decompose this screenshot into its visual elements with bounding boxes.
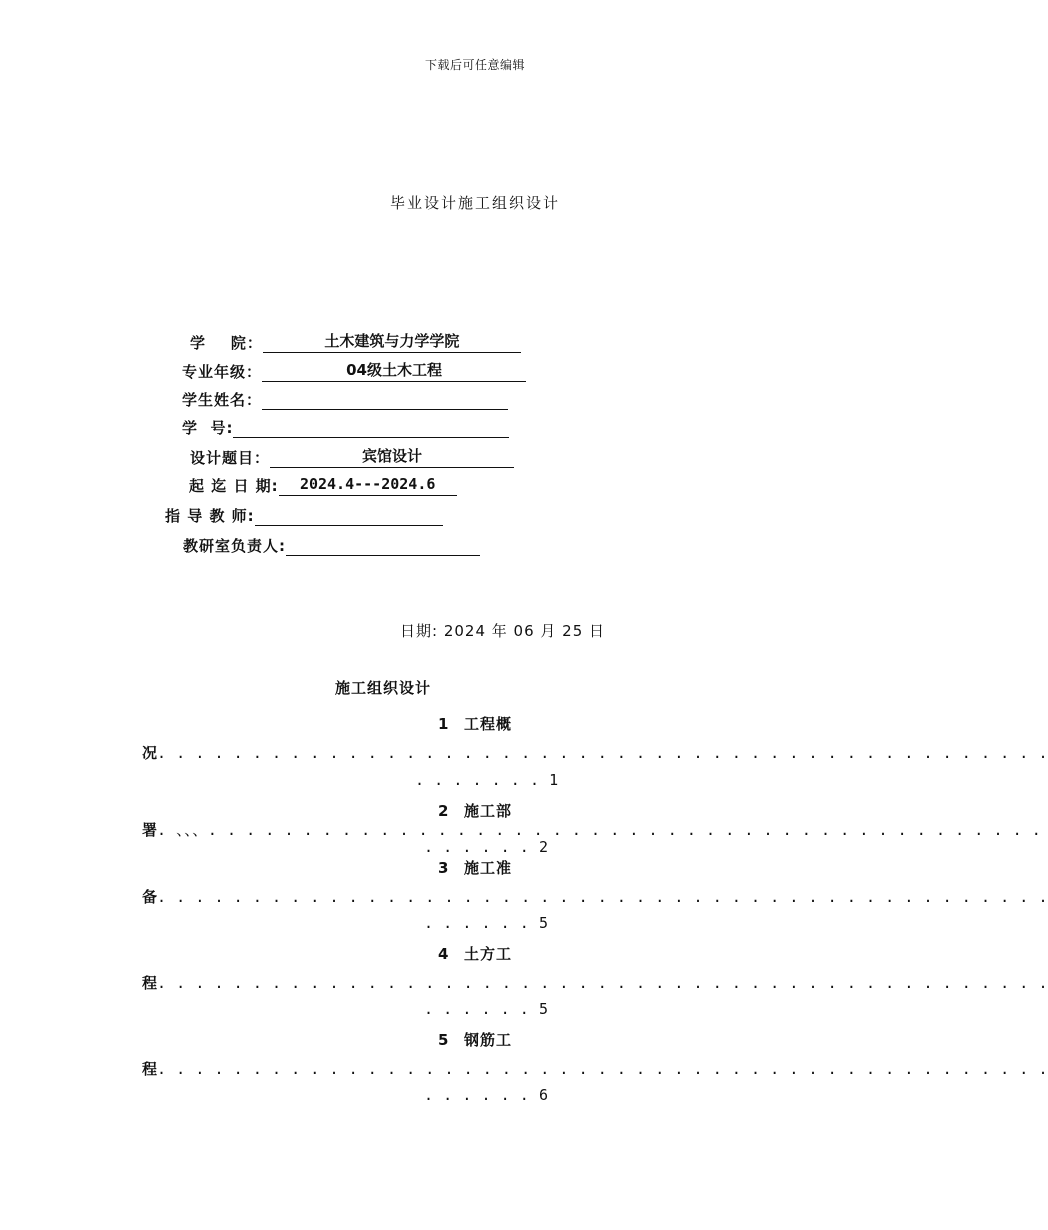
document-title: 毕业设计施工组织设计 — [389, 194, 560, 212]
toc-page-number: . . . . . . 5 — [424, 914, 549, 932]
field-office-head — [183, 535, 480, 556]
toc-item-page — [424, 838, 549, 856]
toc-item-lead — [142, 1058, 1048, 1079]
toc-item-heading — [438, 943, 512, 964]
field-student-name — [182, 389, 508, 410]
toc-item-page — [424, 914, 549, 932]
field-label: 教研室负责人: — [183, 537, 286, 555]
toc-item-title: 钢筋工 — [464, 1031, 513, 1049]
toc-item-lead — [142, 742, 1048, 763]
field-label: 专业年级： — [182, 363, 263, 381]
field-date-range — [189, 475, 457, 496]
field-value — [262, 389, 508, 410]
field-label: 设计题目： — [190, 449, 271, 467]
page-header: 下载后可任意编辑 — [424, 58, 525, 72]
toc-item-heading — [438, 713, 512, 734]
field-college — [190, 332, 521, 353]
toc-page-number: . . . . . . 6 — [424, 1086, 549, 1104]
toc-item-heading — [438, 857, 512, 878]
field-value — [233, 417, 509, 438]
toc-item-lead — [142, 972, 1048, 993]
toc-item-number: 3 — [438, 859, 450, 877]
toc-page-number: . . . . . . 2 — [424, 838, 549, 856]
field-label: 起 迄 日 期: — [189, 477, 279, 495]
toc-item-lead-char: 程 — [142, 1060, 158, 1078]
field-value: 04级土木工程 — [262, 361, 526, 382]
toc-leader-dots: . . . . . . . . . . . . . . . . . . . . . . . . . . . . . . . . . . . . . . . . . . . . . . . — [157, 888, 1048, 906]
toc-item-lead-char: 署 — [142, 821, 158, 839]
field-advisor — [165, 505, 443, 526]
toc-item-lead-char: 程 — [142, 974, 158, 992]
field-value: 宾馆设计 — [270, 447, 514, 468]
toc-title: 施工组织设计 — [335, 679, 432, 697]
toc-leader-dots: . 、、、. . . . . . . . . . . . . . . . . . . . . . . . . . . . . . . . . . . . . . . . . . . . — [157, 821, 1042, 839]
field-value: 2024.4---2024.6 — [279, 475, 457, 496]
toc-item-title: 工程概 — [464, 715, 513, 733]
toc-leader-dots: . . . . . . . . . . . . . . . . . . . . . . . . . . . . . . . . . . . . . . . . . . . . . . . — [157, 974, 1048, 992]
field-label: 学 院： — [190, 334, 263, 352]
field-value: 土木建筑与力学学院 — [263, 332, 521, 353]
toc-item-number: 1 — [438, 715, 450, 733]
field-student-id — [182, 417, 509, 438]
toc-item-title: 土方工 — [464, 945, 513, 963]
toc-item-heading — [438, 1029, 512, 1050]
toc-item-page — [424, 1000, 549, 1018]
field-major-year — [182, 361, 526, 382]
toc-item-lead-char: 况 — [142, 744, 158, 762]
document-date: 日期: 2024 年 06 月 25 日 — [400, 622, 606, 640]
field-design-topic — [190, 447, 514, 468]
toc-page-number: . . . . . . 5 — [424, 1000, 549, 1018]
toc-item-number: 2 — [438, 802, 450, 820]
toc-item-lead — [142, 819, 1041, 840]
toc-item-lead — [142, 886, 1048, 907]
toc-item-page — [424, 1086, 549, 1104]
field-label: 指 导 教 师: — [165, 507, 255, 525]
toc-item-title: 施工部 — [464, 802, 513, 820]
toc-item-number: 5 — [438, 1031, 450, 1049]
field-label: 学生姓名： — [182, 391, 263, 409]
toc-item-heading — [438, 800, 512, 821]
toc-page-number: . . . . . . . 1 — [415, 771, 559, 789]
toc-leader-dots: . . . . . . . . . . . . . . . . . . . . . . . . . . . . . . . . . . . . . . . . . . . . . . . — [157, 1060, 1048, 1078]
toc-item-title: 施工准 — [464, 859, 513, 877]
field-value — [286, 535, 480, 556]
toc-item-lead-char: 备 — [142, 888, 158, 906]
toc-leader-dots: . . . . . . . . . . . . . . . . . . . . . . . . . . . . . . . . . . . . . . . . . . . . . . . — [157, 744, 1048, 762]
field-value — [255, 505, 443, 526]
field-label: 学 号: — [182, 419, 234, 437]
toc-item-page — [415, 771, 559, 789]
toc-item-number: 4 — [438, 945, 450, 963]
